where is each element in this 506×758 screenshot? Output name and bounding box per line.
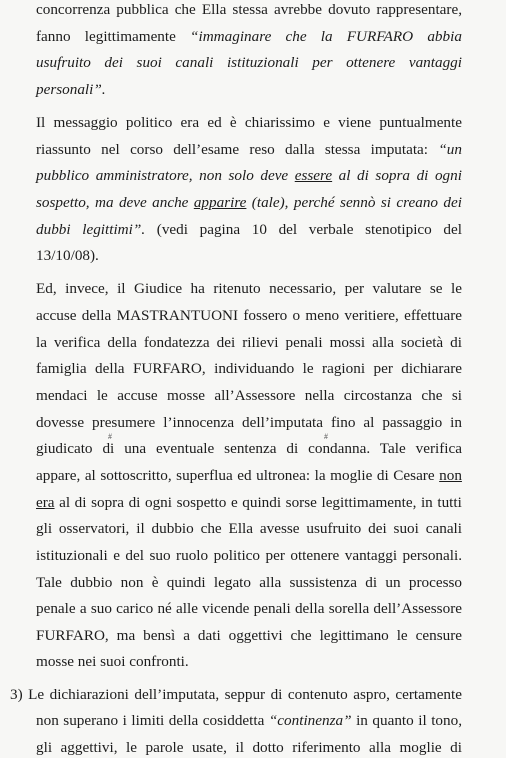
text-line: gli osservatori, il dubbio che Ella avesse usufruito dei suoi canali [36,520,462,537]
text-line: Tale dubbio non è quindi legato alla sussistenza di un processo [36,574,462,591]
scan-mark: # [108,432,112,441]
text-line [36,738,462,758]
line-text: gli aggettivi, le parole usate, il dotto riferimento alla moglie di [36,739,462,756]
text-line: giudicato di una eventuale sentenza di condanna. Tale verifica [36,440,462,457]
line-text: 3) Le dichiarazioni dell’imputata, seppur di contenuto aspro, certamente [10,686,462,703]
text-line: mendaci le accuse mosse all’Assessore nella circostanza che si [36,387,462,404]
text-line: Ed, invece, il Giudice ha ritenuto necessario, per valutare se le [36,280,462,297]
text-line: la verifica della fondatezza dei rilievi penali mossi alla società di [36,334,462,351]
text-line: era al di sopra di ogni sospetto e quindi sorse legittimamente, in tutti [36,494,462,511]
text-line [10,685,462,705]
text-line: istituzionali e del suo ruolo politico per ottenere vantaggi personali. [36,547,462,564]
text-line: concorrenza pubblica che Ella stessa avrebbe dovuto rappresentare, [36,1,462,18]
text-line: dubbi legittimi”. (vedi pagina 10 del verbale stenotipico del [36,221,462,238]
text-line: mosse nei suoi confronti. [36,653,189,670]
text-line: usufruito dei suoi canali istituzionali per ottenere vantaggi [36,54,462,71]
text-line: accuse della MASTRANTUONI fossero o meno veritiere, effettuare [36,307,462,324]
text-line: personali”. [36,81,106,98]
text-line: riassunto nel corso dell’esame reso dalla stessa imputata: “un [36,141,462,158]
text-line: sospetto, ma deve anche apparire (tale), perché sennò si creano dei [36,194,462,211]
text-line: fanno legittimamente “immaginare che la FURFARO abbia [36,28,462,45]
text-line: appare, al sottoscritto, superflua ed ultronea: la moglie di Cesare non [36,467,462,484]
text-line: penale a suo carico né alle vicende penali della sorella dell’Assessore [36,600,462,617]
text-line: FURFARO, ma bensì a dati oggettivi che legittimano le censure [36,627,462,644]
text-line: non superano i limiti della cosiddetta “continenza” in quanto il tono, [36,712,462,729]
text-line: dovesse presumere l’innocenza dell’imputata fino al passaggio in [36,414,462,431]
text-line: pubblico amministratore, non solo deve essere al di sopra di ogni [36,167,462,184]
scan-mark: # [324,432,328,441]
text-line: 13/10/08). [36,247,99,264]
text-line: famiglia della FURFARO, individuando le ragioni per dichiarare [36,360,462,377]
text-line: Il messaggio politico era ed è chiarissimo e viene puntualmente [36,114,462,131]
